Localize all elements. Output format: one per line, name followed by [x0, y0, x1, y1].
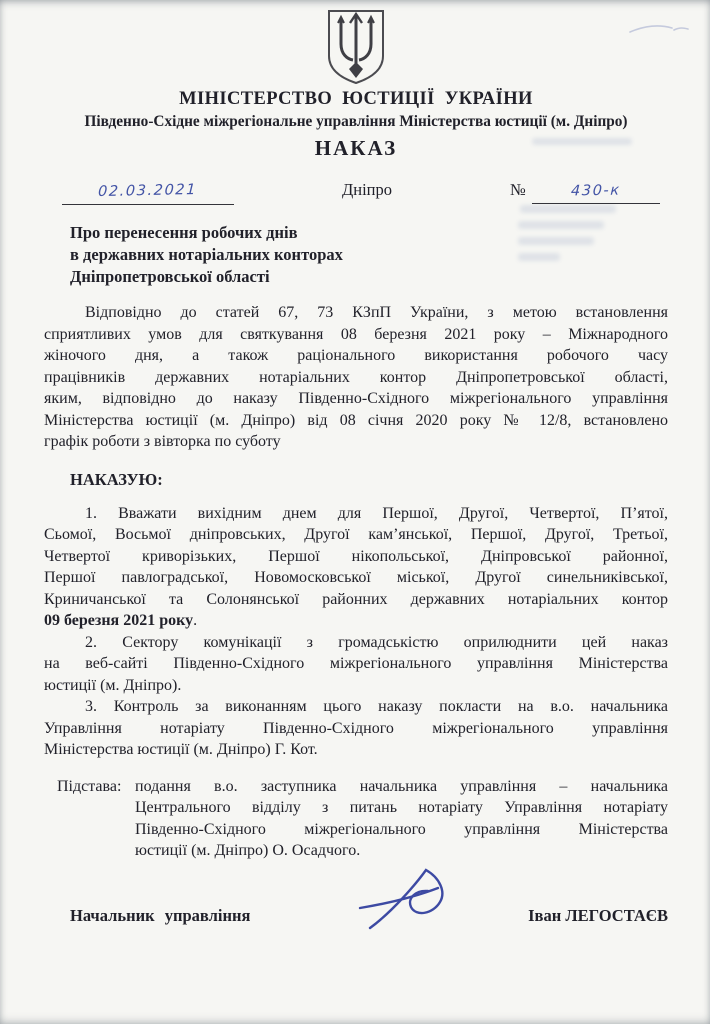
- text-line: яким, відповідно до наказу Південно-Східного міжрегіонального управління: [44, 390, 668, 407]
- text-line: 2. Сектору комунікації з громадськістю оприлюднити цей наказ: [85, 633, 668, 651]
- text-line: графік роботи з вівторка по суботу: [44, 433, 281, 450]
- basis-block: [44, 776, 668, 862]
- text-line: Міністерства юстиції (м. Дніпро) від 08 січня 2020 року № 12/8, встановлено: [44, 411, 668, 429]
- text-line: сприятливих умов для святкування 08 березня 2021 року – Міжнародного: [44, 325, 668, 343]
- text-line: Відповідно до статей 67, 73 КЗпП України, з метою встановлення: [85, 304, 668, 321]
- sentence-end: .: [193, 612, 198, 629]
- text-line: на веб-сайті Південно-Східного міжрегіонального управління Міністерства: [44, 655, 668, 672]
- signer-position-title: Начальник управління: [70, 905, 251, 925]
- text-line: Криничанської та Солонянської районних державних нотаріальних контор: [44, 590, 668, 608]
- number-line: [532, 180, 660, 204]
- handwritten-signature: [356, 866, 451, 936]
- signature-row: [44, 898, 668, 940]
- ukraine-trident-emblem-icon: [325, 8, 387, 86]
- ministry-title: МІНІСТЕРСТВО ЮСТИЦІЇ УКРАЇНИ: [179, 89, 533, 109]
- text-line: подання в.о. заступника начальника управління – начальника: [135, 777, 668, 795]
- date-field: [62, 180, 234, 205]
- subject-line: Дніпропетровської області: [70, 267, 270, 286]
- basis-label: Підстава:: [57, 777, 122, 795]
- bold-date: 09 березня 2021 року: [44, 612, 194, 629]
- doc-type-title: НАКАЗ: [314, 136, 398, 160]
- text-line: Південно-Східного міжрегіонального управління Міністерства: [135, 820, 668, 838]
- order-heading: НАКАЗУЮ:: [70, 469, 163, 489]
- text-line: жіночого дня, а також раціонального використання робочого часу: [44, 347, 668, 364]
- text-line: працівників державних нотаріальних контор Дніпропетровської області,: [44, 368, 668, 386]
- basis-text: [135, 776, 668, 862]
- subject-block: [44, 222, 668, 288]
- order-item-2: [44, 632, 668, 697]
- signer-name: Іван ЛЕГОСТАЄВ: [528, 905, 668, 925]
- text-line: юстиції (м. Дніпро) О. Осадчого.: [135, 842, 361, 859]
- text-line: 3. Контроль за виконанням цього наказу покласти на в.о. начальника: [85, 698, 668, 715]
- order-item-3: [44, 696, 668, 761]
- text-line: Першої павлоградської, Новомосковської міської, Другої синельниківської,: [44, 569, 668, 586]
- city-label: Дніпро: [342, 180, 392, 199]
- preamble-paragraph: [44, 302, 668, 453]
- text-line: 1. Вважати вихідним днем для Першої, Другої, Четвертої, П’ятої,: [85, 504, 668, 522]
- text-line: Міністерства юстиції (м. Дніпро) Г. Кот.: [44, 741, 318, 758]
- text-line: Центрального відділу з питань нотаріату Управління нотаріату: [135, 799, 668, 816]
- number-sign-label: №: [510, 180, 526, 199]
- number-field: [510, 180, 660, 204]
- text-line: Управління нотаріату Південно-Східного міжрегіонального управління: [44, 719, 668, 737]
- text-line: [44, 610, 668, 632]
- department-subtitle: Південно-Східне міжрегіональне управління Міністерства юстиції (м. Дніпро): [84, 113, 628, 130]
- meta-row: [44, 180, 668, 205]
- subject-line: в державних нотаріальних конторах: [70, 245, 343, 264]
- subject-line: Про перенесення робочих днів: [70, 223, 298, 242]
- order-items: [44, 503, 668, 761]
- handwritten-number: 430-к: [570, 182, 622, 200]
- handwritten-date: 02.03.2021: [98, 181, 198, 201]
- text-line: Сьомої, Восьмої дніпровських, Другої кам’янської, Першої, Другої, Третьої,: [44, 526, 668, 543]
- text-line: Четвертої криворізьких, Першої нікопольської, Дніпровської районної,: [44, 547, 668, 565]
- text-line: юстиції (м. Дніпро).: [44, 676, 182, 694]
- order-item-1: [44, 503, 668, 632]
